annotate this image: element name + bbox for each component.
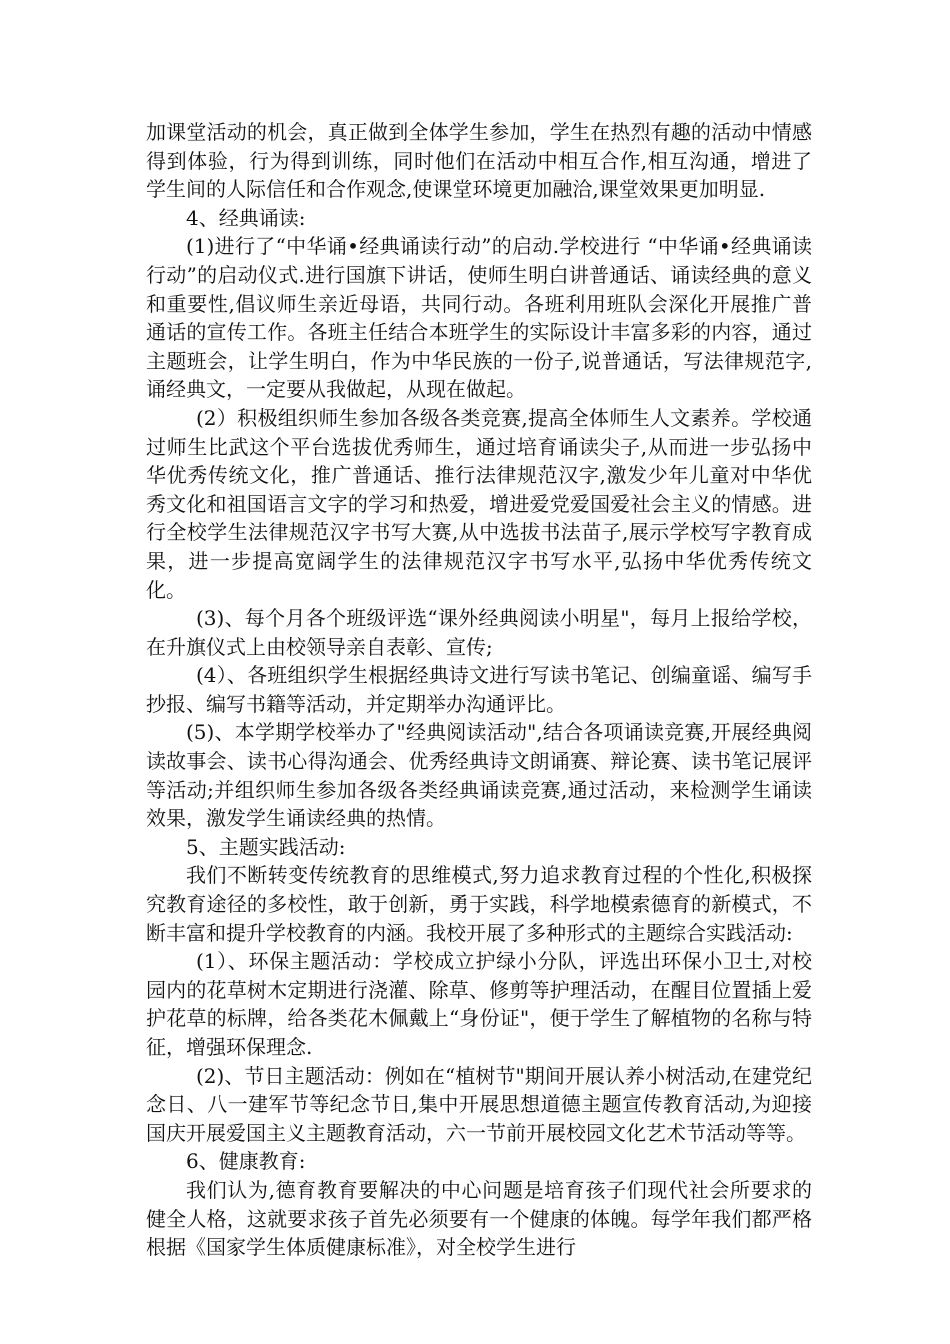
paragraph-reading-launch: (1)进行了“中华诵•经典诵读行动”的启动.学校进行 “中华诵•经典诵读行动”的启动仪式.进行国旗下讲话，使师生明白讲普通话、诵读经典的意义和重要性,倡议师生亲近母语，共同行动。各班利用班队会深化开展推广普通话的宣传工作。各班主任结合本班学生的实际设计丰富多彩的内容，通过主题班会，让学生明白，作为中华民族的一份子,说普通话，写法律规范字,诵经典文，一定要从我做起，从现在做起。	[146, 234, 812, 402]
paragraph-reading-events: (5)、本学期学校举办了"经典阅读活动",结合各项诵读竞赛,开展经典阅读故事会、读书心得沟通会、优秀经典诗文朗诵赛、辩论赛、读书笔记展评等活动;并组织师生参加各级各类经典诵读竞赛,通过活动，来检测学生诵读效果，激发学生诵读经典的热情。	[146, 720, 812, 831]
paragraph-classroom-activities: 加课堂活动的机会，真正做到全体学生参加，学生在热烈有趣的活动中情感得到体验，行为得到训练，同时他们在活动中相互合作,相互沟通，增进了学生间的人际信任和合作观念,使课堂环境更加融洽,课堂效果更加明显.	[146, 120, 812, 202]
paragraph-environment-theme: (1）、环保主题活动：学校成立护绿小分队，评选出环保小卫士,对校园内的花草树木定期进行浇灌、除草、修剪等护理活动，在醒目位置插上爱护花草的标牌，给各类花木佩戴上“身份证"，便于学生了解植物的名称与特征，增强环保理念.	[146, 949, 812, 1059]
heading-health-education: 6、健康教育:	[186, 1149, 306, 1174]
paragraph-class-activities: (4）、各班组织学生根据经典诗文进行写读书笔记、创编童谣、编写手抄报、编写书籍等活动，并定期举办沟通评比。	[146, 663, 812, 716]
paragraph-holiday-theme: (2)、节日主题活动：例如在“植树节"期间开展认养小树活动,在建党纪念日、八一建军节等纪念节日,集中开展思想道德主题宣传教育活动,为迎接国庆开展爱国主义主题教育活动，六一节前开展校园文化艺术节活动等等。	[146, 1063, 812, 1145]
document-body	[146, 118, 812, 1262]
paragraph-reading-star: (3)、每个月各个班级评选“课外经典阅读小明星"，每月上报给学校，在升旗仪式上由校领导亲自表彰、宣传;	[146, 606, 812, 659]
paragraph-education-model: 我们不断转变传统教育的思维模式,努力追求教育过程的个性化,积极探究教育途径的多校性，敢于创新，勇于实践，科学地模索德育的新模式，不断丰富和提升学校教育的内涵。我校开展了多种形式的主题综合实践活动:	[146, 863, 812, 945]
heading-classic-reading: 4、经典诵读:	[186, 205, 306, 230]
heading-theme-practice: 5、主题实践活动:	[186, 834, 346, 859]
paragraph-health-standards: 我们认为,德育教育要解决的中心问题是培育孩子们现代社会所要求的健全人格，这就要求孩子首先必须要有一个健康的体魄。每学年我们都严格根据《国家学生体质健康标准》，对全校学生进行	[146, 1177, 812, 1260]
paragraph-competitions: (2）积极组织师生参加各级各类竞赛,提高全体师生人文素养。学校通过师生比武这个平台选拔优秀师生，通过培育诵读尖子,从而进一步弘扬中华优秀传统文化，推广普通话、推行法律规范汉字,激发少年儿童对中华优秀文化和祖国语言文字的学习和热爱，增进爱党爱国爱社会主义的情感。进行全校学生法律规范汉字书写大赛,从中选拔书法苗子,展示学校写字教育成果，进一步提高宽阔学生的法律规范汉字书写水平,弘扬中华优秀传统文化。	[146, 405, 812, 602]
